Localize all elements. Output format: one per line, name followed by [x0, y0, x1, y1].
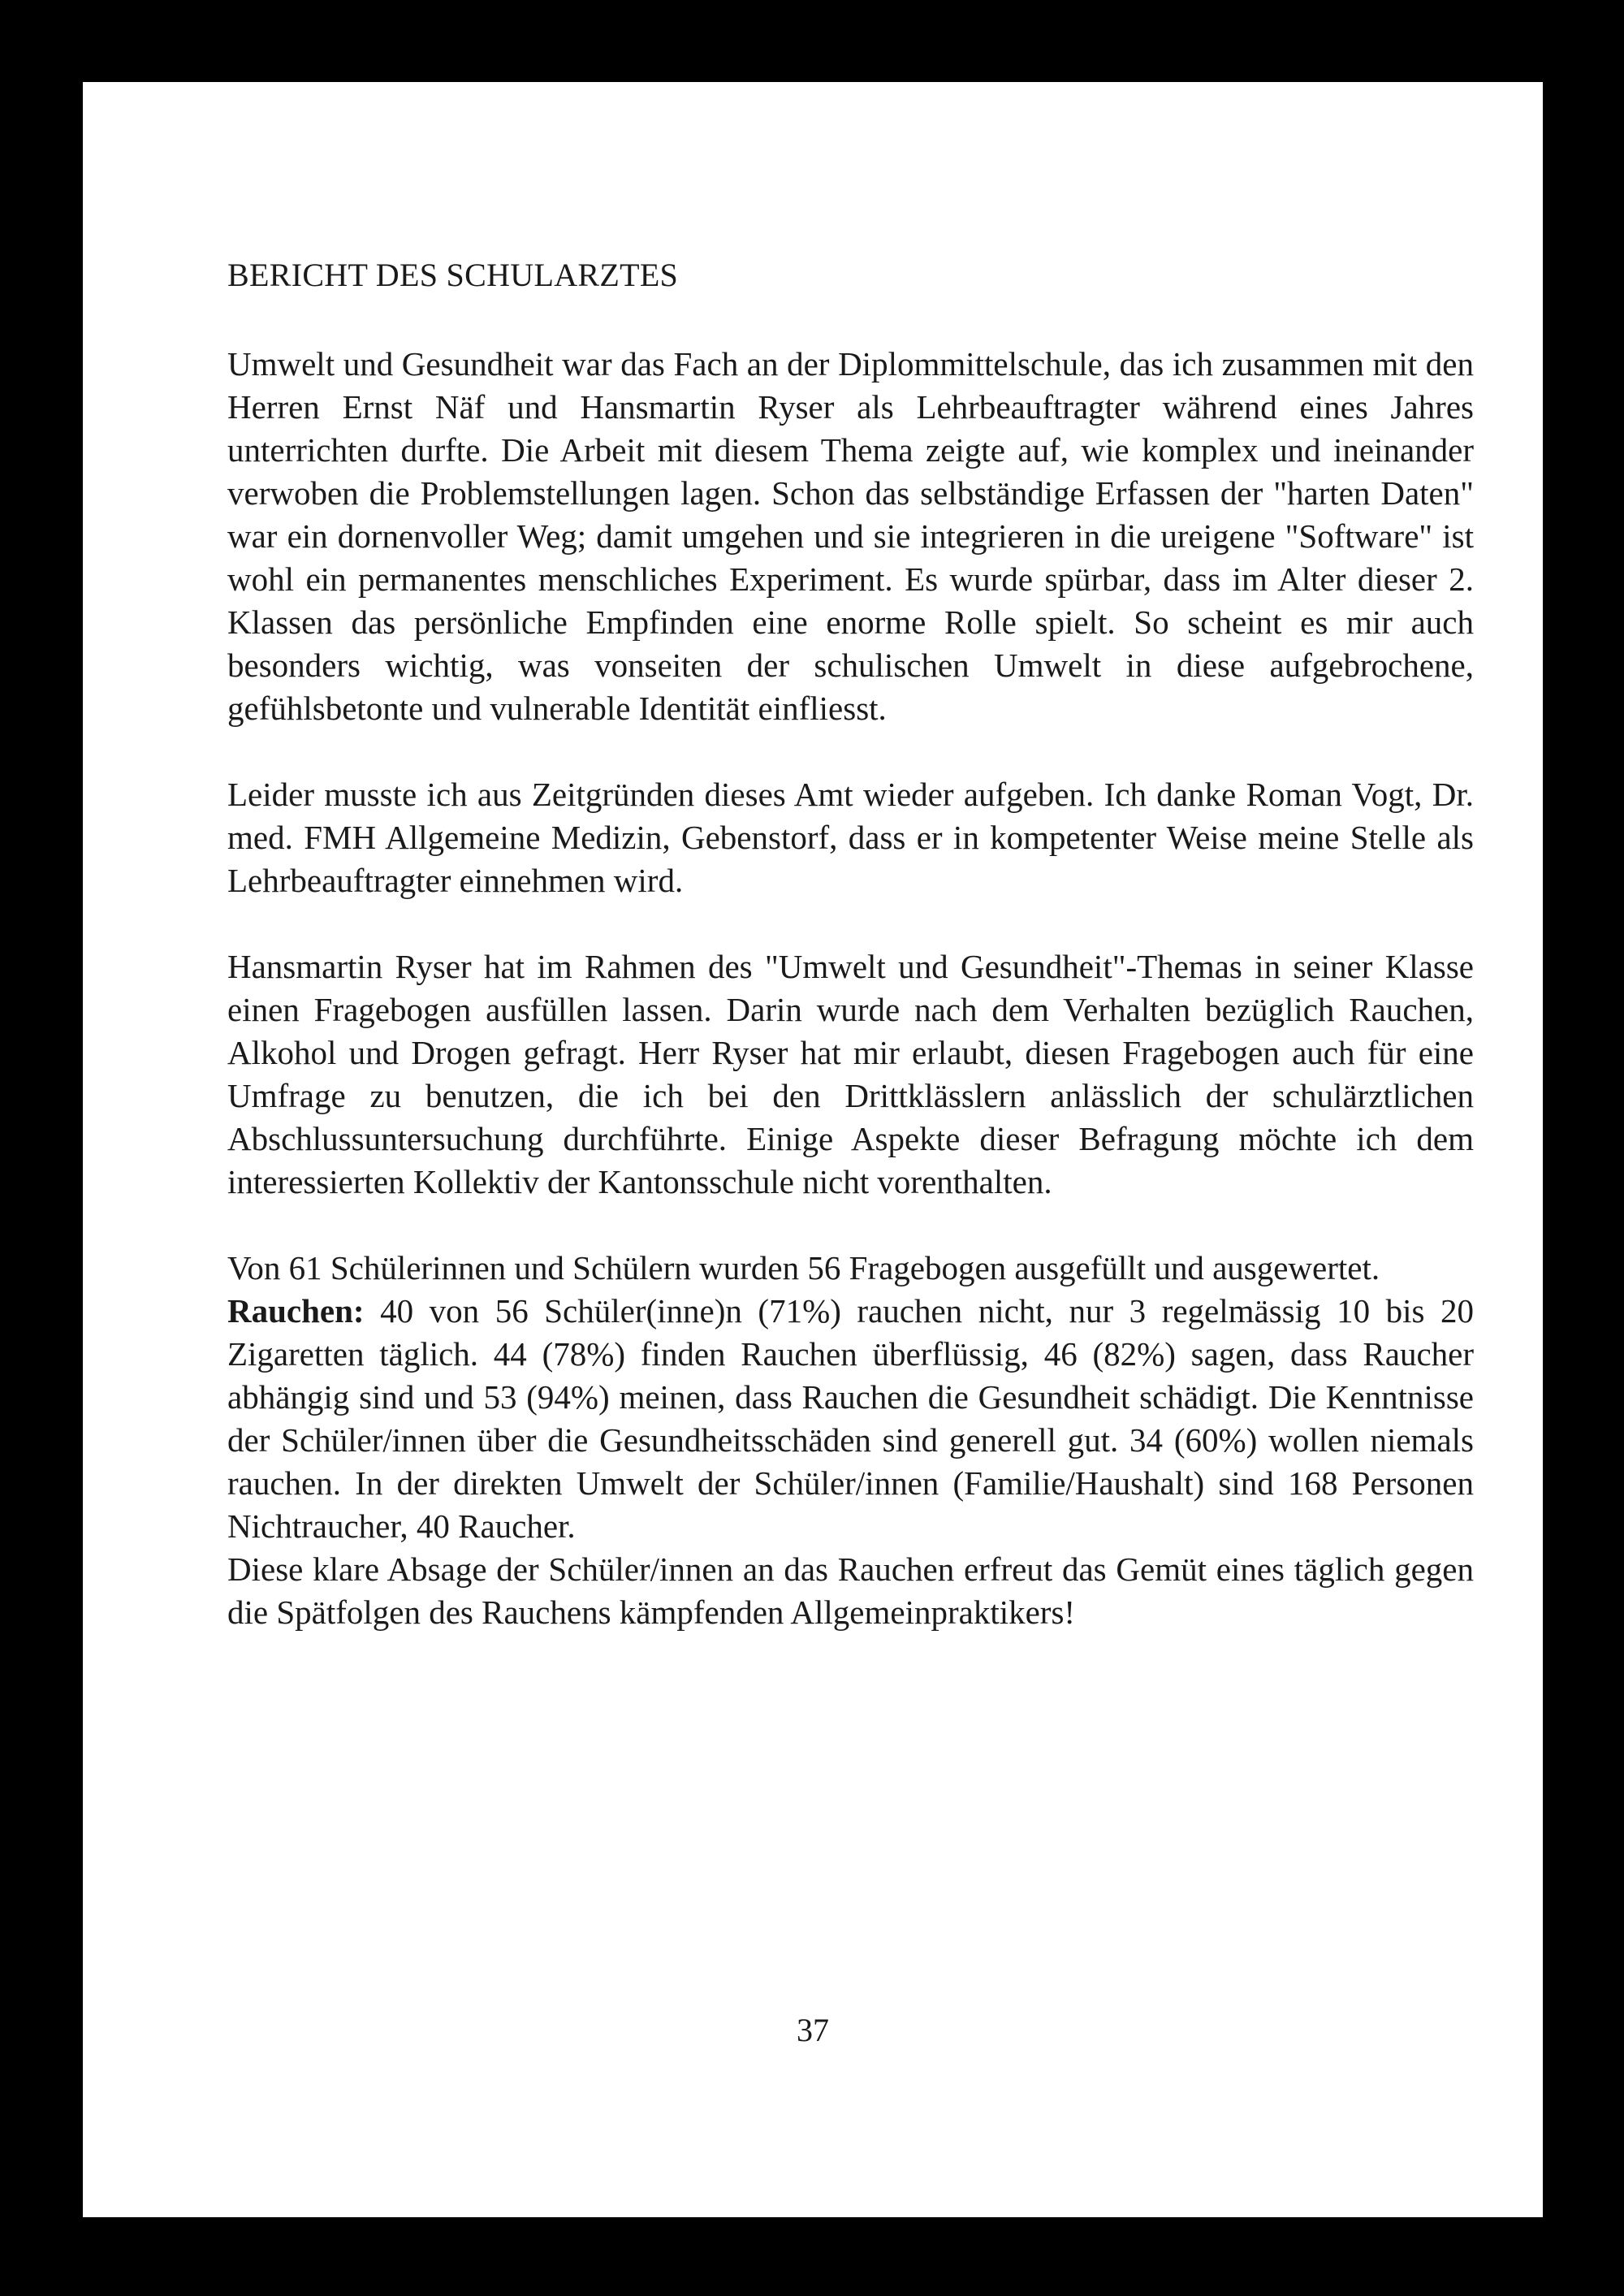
document-page [83, 82, 1543, 2217]
smoking-lead-label: Rauchen: [227, 1292, 365, 1330]
smoking-text: 40 von 56 Schüler(inne)n (71%) rauchen nicht, nur 3 regelmässig 10 bis 20 Zigaretten täglich. 44 (78%) finden Rauchen überflüssig, 46 (82%) sagen, dass Raucher abhängig sind und 53 (94%) meinen, dass Rauchen die Gesundheit schädigt. Die Kenntnisse der Schüler/innen über die Gesundheitsschäden sind generell gut. 34 (60%) wollen niemals rauchen. In der direkten Umwelt der Schüler/innen (Familie/Haushalt) sind 168 Personen Nichtraucher, 40 Raucher. [227, 1292, 1474, 1545]
paragraph-intro: Umwelt und Gesundheit war das Fach an der Diplommittelschule, das ich zusammen mit den Herren Ernst Näf und Hansmartin Ryser als Lehrbeauftragter während eines Jahres unterrichten durfte. Die Arbeit mit diesem Thema zeigte auf, wie komplex und ineinander verwoben die Problemstellungen lagen. Schon das selbständige Erfassen der "harten Daten" war ein dornenvoller Weg; damit umgehen und sie integrieren in die ureigene "Software" ist wohl ein permanentes menschliches Experiment. Es wurde spürbar, dass im Alter dieser 2. Klassen das persönliche Empfinden eine enorme Rolle spielt. So scheint es mir auch besonders wichtig, was vonseiten der schulischen Umwelt in diese aufgebrochene, gefühlsbetonte und vulnerable Identität einfliesst. [227, 345, 1474, 727]
paragraph-response-count: Von 61 Schülerinnen und Schülern wurden 56 Fragebogen ausgefüllt und ausgewertet. [227, 1249, 1380, 1286]
paragraph-closing: Diese klare Absage der Schüler/innen an das Rauchen erfreut das Gemüt eines täglich gegen die Spätfolgen des Rauchens kämpfenden Allgemeinpraktikers! [227, 1550, 1474, 1631]
paragraph-survey: Hansmartin Ryser hat im Rahmen des "Umwelt und Gesundheit"-Themas in seiner Klasse einen Fragebogen ausfüllen lassen. Darin wurde nach dem Verhalten bezüglich Rauchen, Alkohol und Drogen gefragt. Herr Ryser hat mir erlaubt, diesen Fragebogen auch für eine Umfrage zu benutzen, die ich bei den Drittklässlern anlässlich der schulärztlichen Abschlussuntersuchung durchführte. Einige Aspekte dieser Befragung möchte ich dem interessierten Kollektiv der Kantonsschule nicht vorenthalten. [227, 948, 1474, 1200]
paragraph-smoking [227, 1290, 1474, 1548]
document-body [227, 255, 1474, 1634]
paragraph-resignation: Leider musste ich aus Zeitgründen dieses Amt wieder aufgeben. Ich danke Roman Vogt, Dr. med. FMH Allgemeine Medizin, Gebenstorf, dass er in kompetenter Weise meine Stelle als Lehrbeauftragter einnehmen wird. [227, 776, 1474, 899]
page-number: 37 [797, 2012, 829, 2048]
page-title: BERICHT DES SCHULARZTES [227, 257, 679, 293]
